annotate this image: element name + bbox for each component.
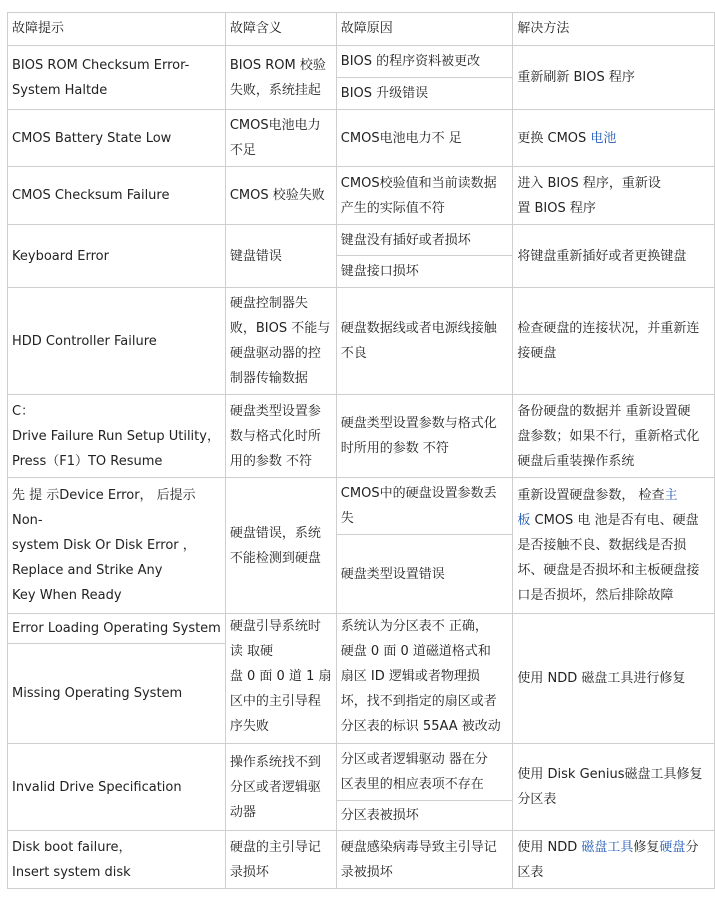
cause-cell: 分区表被损坏 — [336, 801, 513, 831]
table-row — [8, 225, 715, 256]
bios-error-table — [7, 12, 715, 889]
table-row — [8, 395, 715, 478]
prompt-cell: HDD Controller Failure — [8, 288, 226, 395]
solution-cell: 使用 NDD 磁盘工具修复硬盘分 区表 — [513, 831, 715, 889]
cause-cell: 硬盘数据线或者电源线接触 不良 — [336, 288, 513, 395]
solution-cell: 使用 NDD 磁盘工具进行修复 — [513, 614, 715, 744]
prompt-cell: Invalid Drive Specification — [8, 744, 226, 831]
meaning-cell: 操作系统找不到 分区或者逻辑驱 动器 — [225, 744, 336, 831]
motherboard-link[interactable]: 主 — [664, 488, 678, 503]
meaning-cell: BIOS ROM 校验 失败，系统挂起 — [225, 46, 336, 110]
cause-cell: 硬盘类型设置错误 — [336, 535, 513, 614]
solution-cell: 重新设置硬盘参数， 检查主 板 CMOS 电 池是否有电、硬盘 是否接触不良、数据线是否损 坏、硬盘是否损坏和主板硬盘接 口是否损坏，然后排除故障 — [513, 478, 715, 614]
meaning-cell: CMOS电池电力 不足 — [225, 110, 336, 167]
cause-cell: CMOS校验值和当前读数据 产生的实际值不符 — [336, 167, 513, 225]
prompt-cell: CMOS Battery State Low — [8, 110, 226, 167]
meaning-cell: 硬盘的主引导记 录损坏 — [225, 831, 336, 889]
cause-cell: 系统认为分区表不 正确， 硬盘 0 面 0 道磁道格式和 扇区 ID 逻辑或者物理损 坏，找不到指定的扇区或者 分区表的标识 55AA 被改动 — [336, 614, 513, 744]
prompt-cell: BIOS ROM Checksum Error- System Haltde — [8, 46, 226, 110]
table-row — [8, 831, 715, 889]
table-row — [8, 167, 715, 225]
meaning-cell: 硬盘类型设置参 数与格式化时所 用的参数 不符 — [225, 395, 336, 478]
solution-cell: 重新刷新 BIOS 程序 — [513, 46, 715, 110]
table-row — [8, 478, 715, 535]
hard-disk-link[interactable]: 硬盘 — [659, 839, 686, 855]
meaning-cell: CMOS 校验失败 — [225, 167, 336, 225]
prompt-cell: Missing Operating System — [8, 644, 226, 744]
cause-cell: BIOS 升级错误 — [336, 78, 513, 110]
prompt-cell: Error Loading Operating System — [8, 614, 226, 644]
meaning-cell: 硬盘控制器失 败，BIOS 不能与 硬盘驱动器的控 制器传输数据 — [225, 288, 336, 395]
prompt-cell: Keyboard Error — [8, 225, 226, 288]
solution-cell: 备份硬盘的数据并 重新设置硬 盘参数；如果不行，重新格式化 硬盘后重装操作系统 — [513, 395, 715, 478]
prompt-cell: 先 提 示Device Error， 后提示 Non- system Disk Or Disk Error ， Replace and Strike Any Key When Ready — [8, 478, 226, 614]
prompt-cell: Disk boot failure， Insert system disk — [8, 831, 226, 889]
meaning-cell: 硬盘引导系统时 读 取硬 盘 0 面 0 道 1 扇 区中的主引导程 序失败 — [225, 614, 336, 744]
table-row — [8, 614, 715, 644]
cause-cell: 硬盘类型设置参数与格式化 时所用的参数 不符 — [336, 395, 513, 478]
cause-cell: 分区或者逻辑驱动 器在分 区表里的相应表项不存在 — [336, 744, 513, 801]
meaning-cell: 键盘错误 — [225, 225, 336, 288]
table-row — [8, 744, 715, 801]
cause-cell: BIOS 的程序资料被更改 — [336, 46, 513, 78]
meaning-cell: 硬盘错误，系统 不能检测到硬盘 — [225, 478, 336, 614]
disk-tool-link[interactable]: 磁盘工具 — [581, 839, 634, 855]
prompt-cell: CMOS Checksum Failure — [8, 167, 226, 225]
solution-cell: 检查硬盘的连接状况，并重新连 接硬盘 — [513, 288, 715, 395]
prompt-cell: C： Drive Failure Run Setup Utility， Press（F1）TO Resume — [8, 395, 226, 478]
solution-cell: 进入 BIOS 程序，重新设 置 BIOS 程序 — [513, 167, 715, 225]
header-row — [8, 13, 715, 46]
battery-link[interactable]: 电池 — [590, 130, 617, 146]
table-row — [8, 288, 715, 395]
header-prompt: 故障提示 — [8, 13, 226, 46]
cause-cell: 键盘接口损坏 — [336, 256, 513, 288]
header-solution: 解决方法 — [513, 13, 715, 46]
cause-cell: CMOS中的硬盘设置参数丢 失 — [336, 478, 513, 535]
solution-cell: 使用 Disk Genius磁盘工具修复 分区表 — [513, 744, 715, 831]
cause-cell: CMOS电池电力不 足 — [336, 110, 513, 167]
solution-cell: 将键盘重新插好或者更换键盘 — [513, 225, 715, 288]
header-cause: 故障原因 — [336, 13, 513, 46]
solution-cell: 更换 CMOS 电池 — [513, 110, 715, 167]
cause-cell: 硬盘感染病毒导致主引导记 录被损坏 — [336, 831, 513, 889]
cause-cell: 键盘没有插好或者损坏 — [336, 225, 513, 256]
motherboard-link[interactable]: 板 — [517, 513, 531, 528]
table-row — [8, 46, 715, 78]
header-meaning: 故障含义 — [225, 13, 336, 46]
table-row — [8, 110, 715, 167]
